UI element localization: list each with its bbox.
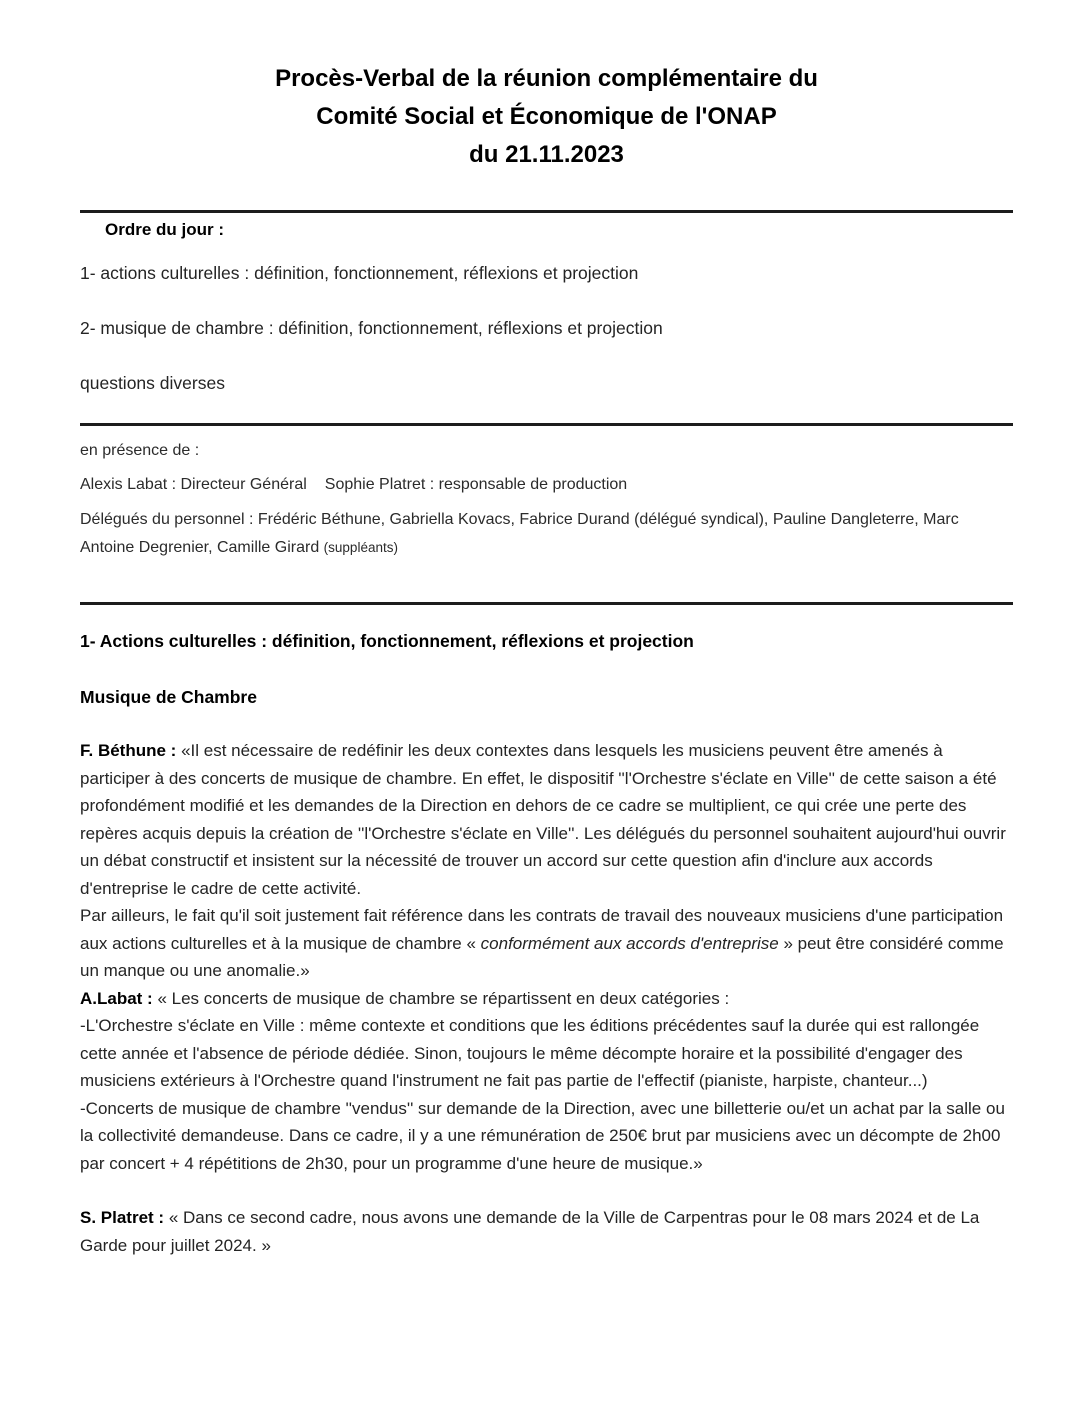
title-line-2: Comité Social et Économique de l'ONAP	[316, 103, 777, 130]
attendee-director: Alexis Labat : Directeur Général	[80, 476, 307, 493]
bethune-text-1: «Il est nécessaire de redéfinir les deux contextes dans lesquels les musiciens peuvent être amenés à participer à des concerts de musique de chambre. En effet, le dispositif ''l'Orchestre s'éclate en Ville'' de cette saison a été profondément modifié et les demandes de la Direction en dehors de ce cadre se multiplient, ce qui crée une perte des repères acquis depuis la création de ''l'Orchestre s'éclate en Ville''. Les délégués du personnel souhaitent aujourd'hui ouvrir un débat constructif et insistent sur la nécessité de trouver un accord sur cette question afin d'inclure aux accords d'entreprise le cadre de cette activité.	[80, 741, 1006, 898]
agenda-heading: Ordre du jour :	[105, 220, 224, 239]
labat-intro-text: « Les concerts de musique de chambre se répartissent en deux catégories :	[157, 988, 730, 1008]
agenda-section	[80, 216, 1013, 397]
platret-text: « Dans ce second cadre, nous avons une demande de la Ville de Carpentras pour le 08 mars 2024 et de La Garde pour juillet 2024. »	[80, 1208, 980, 1255]
agenda-item-3: questions diverses	[80, 373, 225, 393]
attendance-management-line	[80, 472, 1013, 498]
speaker-bethune: F. Béthune :	[80, 741, 182, 760]
speech-labat-item-2: -Concerts de musique de chambre ''vendus'' sur demande de la Direction, avec une billetterie ou/et un achat par la salle ou la collectivité demandeuse. Dans ce cadre, il y a une rémunération de 250€ brut par musiciens avec un décompte de 2h00 par concert + 4 répétitions de 2h30, pour un programme d'une heure de musique.»	[80, 1098, 1005, 1173]
attendance-section	[80, 438, 1013, 562]
speech-labat-item-1: -L'Orchestre s'éclate en Ville : même contexte et conditions que les éditions précédentes sauf la durée qui est rallongée cette année et l'absence de période dédiée. Sinon, toujours le même décompte horaire et la possibilité d'engager des musiciens extérieurs à l'Orchestre quand l'instrument ne fait pas partie de l'effectif (pianiste, harpiste, chanteur...)	[80, 1016, 980, 1090]
horizontal-rule-top	[80, 210, 1013, 213]
speaker-labat: A.Labat :	[80, 988, 158, 1008]
section-1	[80, 627, 1013, 1259]
speech-bethune	[80, 737, 1013, 985]
horizontal-rule-bottom	[80, 602, 1013, 605]
speech-block-main	[80, 737, 1013, 1177]
agenda-item-1: 1- actions culturelles : définition, fonctionnement, réflexions et projection	[80, 263, 639, 283]
speech-platret	[80, 1204, 1013, 1259]
title-line-3: du 21.11.2023	[469, 141, 624, 168]
title-line-1: Procès-Verbal de la réunion complémentaire du	[275, 65, 818, 92]
speech-labat-intro	[80, 985, 1013, 1013]
document-title	[80, 60, 1013, 174]
section-1-heading: 1- Actions culturelles : définition, fonctionnement, réflexions et projection	[80, 631, 694, 651]
horizontal-rule-middle	[80, 423, 1013, 426]
bethune-text-2: Par ailleurs, le fait qu'il soit justement fait référence dans les contrats de travail des nouveaux musiciens d'une participation aux actions culturelles et à la musique de chambre «	[80, 906, 1004, 953]
attendance-delegates-line	[80, 506, 1013, 562]
attendee-production: Sophie Platret : responsable de production	[324, 476, 628, 493]
delegates-list: Délégués du personnel : Frédéric Béthune, Gabriella Kovacs, Fabrice Durand (délégué syndical), Pauline Dangleterre, Marc Antoine Degrenier, Camille Girard	[80, 511, 959, 556]
bethune-text-3: » peut être considéré comme un manque ou une anomalie.»	[80, 933, 1004, 980]
substitutes-note: (suppléants)	[323, 540, 398, 555]
attendance-intro: en présence de :	[80, 442, 200, 459]
speaker-platret: S. Platret :	[80, 1208, 169, 1227]
agenda-item-2: 2- musique de chambre : définition, fonctionnement, réflexions et projection	[80, 318, 663, 338]
section-1-subheading: Musique de Chambre	[80, 687, 257, 707]
bethune-italic-quote: conformément aux accords d'entreprise	[480, 933, 779, 953]
